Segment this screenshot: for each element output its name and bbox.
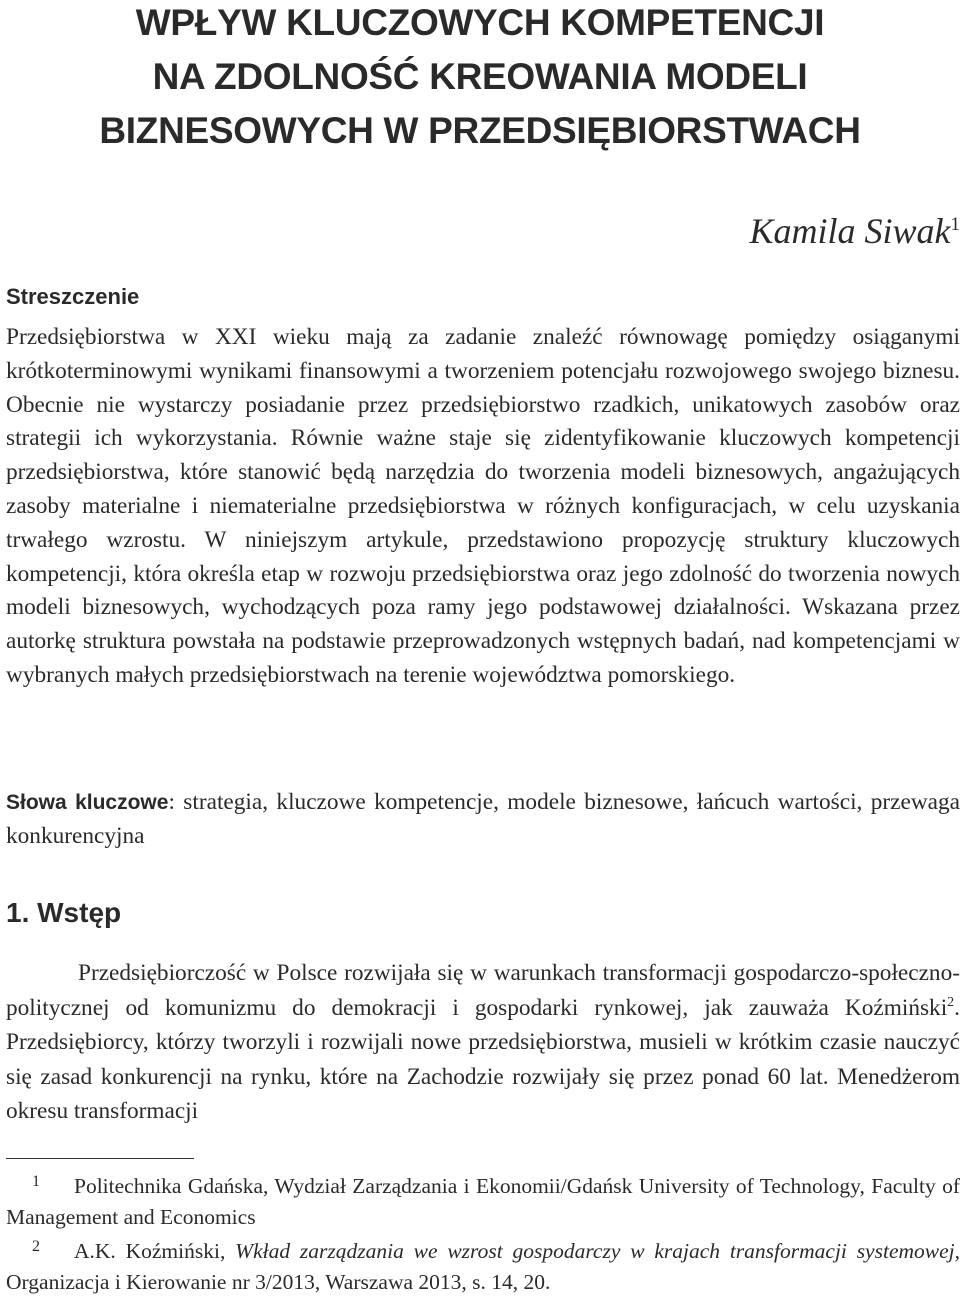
title-line: WPŁYW KLUCZOWYCH KOMPETENCJI xyxy=(0,0,960,50)
footnote-text: A.K. Koźmiński, xyxy=(74,1239,235,1263)
footnotes xyxy=(6,1167,960,1297)
footnote-2 xyxy=(6,1232,960,1297)
author-byline xyxy=(749,210,960,252)
footnote-number: 1 xyxy=(32,1167,74,1198)
footnote-cited-title: Wkład zarządzania we wzrost gospodarczy w krajach transformacji systemowej, xyxy=(235,1239,960,1263)
footnote-text: Organizacja i Kierowanie nr 3/2013, Warszawa 2013, s. 14, 20. xyxy=(6,1270,550,1294)
footnote-number: 2 xyxy=(32,1232,74,1263)
footnote-text: Politechnika Gdańska, Wydział Zarządzania i Ekonomii/Gdańsk University of Technology, Faculty of Management and Economics xyxy=(6,1174,960,1229)
title-line: BIZNESOWYCH W PRZEDSIĘBIORSTWACH xyxy=(0,104,960,158)
section-text-part: Przedsiębiorczość w Polsce rozwijała się w warunkach transformacji gospodarczo-społeczno-politycznej od komunizmu do demokracji i gospodarki rynkowej, jak zauważa Koźmiński xyxy=(6,960,960,1021)
author-name: Kamila Siwak xyxy=(749,211,950,251)
footnote-1 xyxy=(6,1167,960,1232)
keywords-label: Słowa kluczowe xyxy=(6,791,168,814)
section-heading: 1. Wstęp xyxy=(6,897,121,929)
keywords-text: : strategia, kluczowe kompetencje, modele biznesowe, łańcuch wartości, przewaga konkurencyjna xyxy=(6,789,960,849)
paper-title xyxy=(0,0,960,158)
abstract-text: Przedsiębiorstwa w XXI wieku mają za zadanie znaleźć równowagę pomiędzy osiąganymi krótkoterminowymi wynikami finansowymi a tworzeniem potencjału rozwojowego swojego biznesu. Obecnie nie wystarczy posiadanie przez przedsiębiorstwo rzadkich, unikatowych zasobów oraz strategii ich wykorzystania. Równie ważne staje się zidentyfikowanie kluczowych kompetencji przedsiębiorstwa, które stanowić będą narzędzia do tworzenia modeli biznesowych, angażujących zasoby materialne i niematerialne przedsiębiorstwa w różnych konfiguracjach, w celu uzyskania trwałego wzrostu. W niniejszym artykule, przedstawiono propozycję struktury kluczowych kompetencji, która określa etap w rozwoju przedsiębiorstwa oraz jego zdolność do tworzenia nowych modeli biznesowych, wychodzących poza ramy jego podstawowej działalności. Wskazana przez autorkę struktura powstała na podstawie przeprowadzonych wstępnych badań, nad kompetencjami w wybranych małych przedsiębiorstwach na terenie województwa pomorskiego. xyxy=(6,321,960,693)
section-text-part: . Przedsiębiorcy, którzy tworzyli i rozwijali nowe przedsiębiorstwa, musieli w krótkim czasie nauczyć się zasad konkurencji na rynku, które na Zachodzie rozwijały się przez ponad 60 lat. Menedżerom okresu transformacji xyxy=(6,995,960,1125)
abstract-heading: Streszczenie xyxy=(6,284,139,310)
footnote-separator xyxy=(6,1158,194,1159)
title-line: NA ZDOLNOŚĆ KREOWANIA MODELI xyxy=(0,50,960,104)
footnote-reference: 2 xyxy=(947,995,954,1010)
section-body-text xyxy=(6,956,960,1129)
keywords-paragraph xyxy=(6,786,960,854)
author-footnote-mark: 1 xyxy=(951,214,960,235)
